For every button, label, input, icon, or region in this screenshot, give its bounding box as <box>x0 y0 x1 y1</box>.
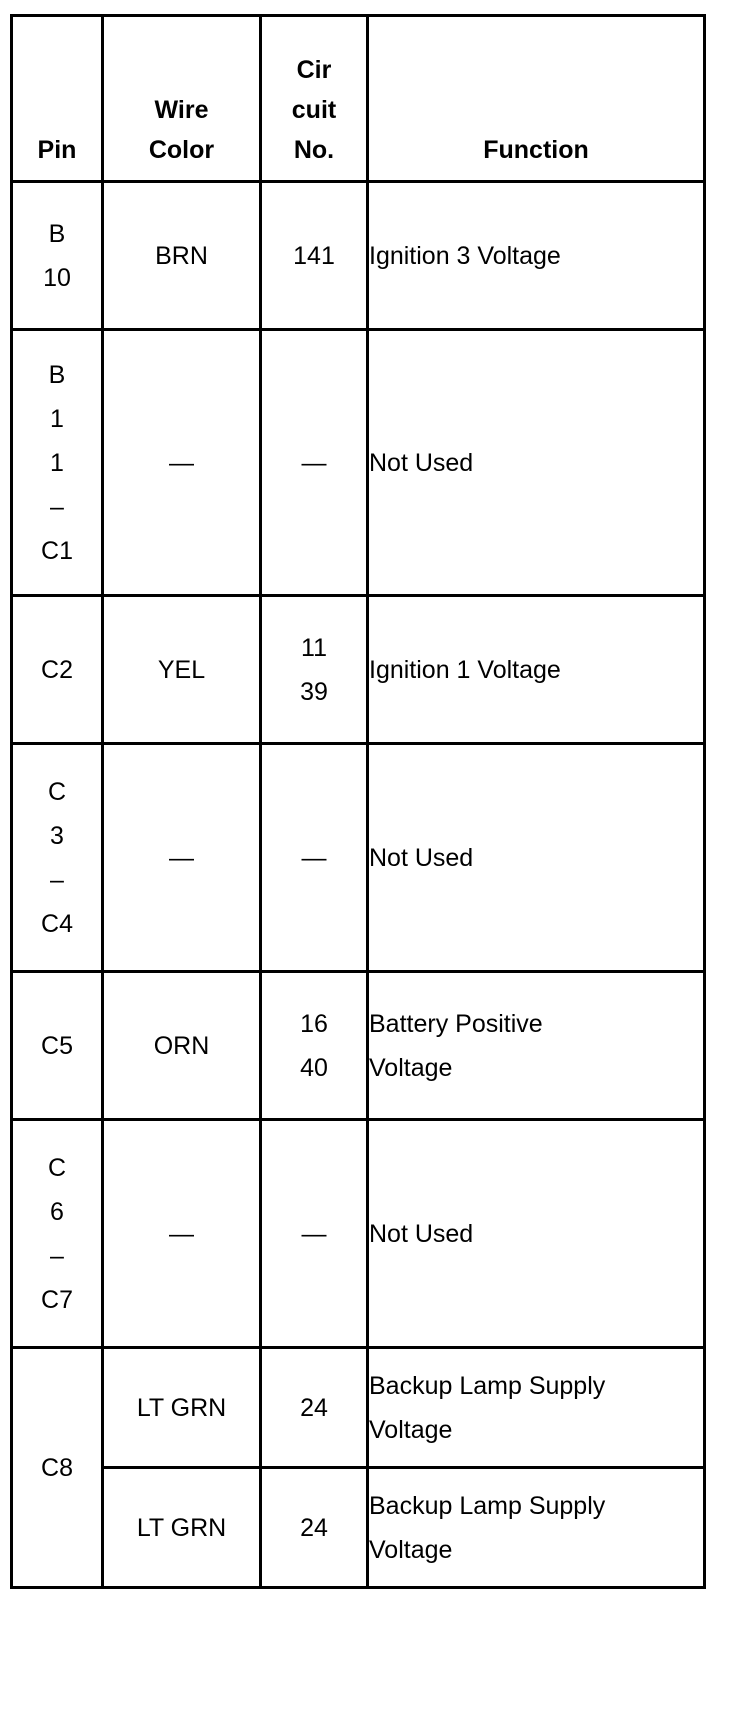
table-row <box>12 744 705 972</box>
wire-color-cell: BRN <box>103 182 261 330</box>
circuit-no-cell: 24 <box>261 1468 368 1588</box>
pin-cell: B 1 1 – C1 <box>12 330 103 596</box>
function-cell: Not Used <box>368 744 705 972</box>
function-cell: Not Used <box>368 1120 705 1348</box>
wire-color-cell: — <box>103 744 261 972</box>
function-cell: Battery Positive Voltage <box>368 972 705 1120</box>
function-cell: Ignition 1 Voltage <box>368 596 705 744</box>
circuit-no-cell: 24 <box>261 1348 368 1468</box>
pin-cell: C2 <box>12 596 103 744</box>
circuit-no-cell: 11 39 <box>261 596 368 744</box>
table-row <box>12 972 705 1120</box>
connector-pinout-table <box>10 14 706 1589</box>
function-cell: Backup Lamp Supply Voltage <box>368 1468 705 1588</box>
circuit-no-cell: — <box>261 744 368 972</box>
wire-color-cell: LT GRN <box>103 1348 261 1468</box>
table-row <box>12 596 705 744</box>
wire-color-cell: LT GRN <box>103 1468 261 1588</box>
table-row <box>12 330 705 596</box>
wire-color-cell: — <box>103 330 261 596</box>
circuit-no-cell: 16 40 <box>261 972 368 1120</box>
pin-cell: C 6 – C7 <box>12 1120 103 1348</box>
header-wire-color: Wire Color <box>103 16 261 182</box>
wire-color-cell: YEL <box>103 596 261 744</box>
table-row <box>12 1468 705 1588</box>
pin-cell: C 3 – C4 <box>12 744 103 972</box>
pin-cell: B 10 <box>12 182 103 330</box>
circuit-no-cell: — <box>261 330 368 596</box>
wire-color-cell: — <box>103 1120 261 1348</box>
header-function: Function <box>368 16 705 182</box>
function-cell: Ignition 3 Voltage <box>368 182 705 330</box>
header-row <box>12 16 705 182</box>
circuit-no-cell: 141 <box>261 182 368 330</box>
pin-cell: C8 <box>12 1348 103 1588</box>
table-row <box>12 1348 705 1468</box>
header-circuit-no: Cir cuit No. <box>261 16 368 182</box>
wire-color-cell: ORN <box>103 972 261 1120</box>
table-row <box>12 182 705 330</box>
pin-cell: C5 <box>12 972 103 1120</box>
header-pin: Pin <box>12 16 103 182</box>
table-row <box>12 1120 705 1348</box>
function-cell: Not Used <box>368 330 705 596</box>
function-cell: Backup Lamp Supply Voltage <box>368 1348 705 1468</box>
circuit-no-cell: — <box>261 1120 368 1348</box>
